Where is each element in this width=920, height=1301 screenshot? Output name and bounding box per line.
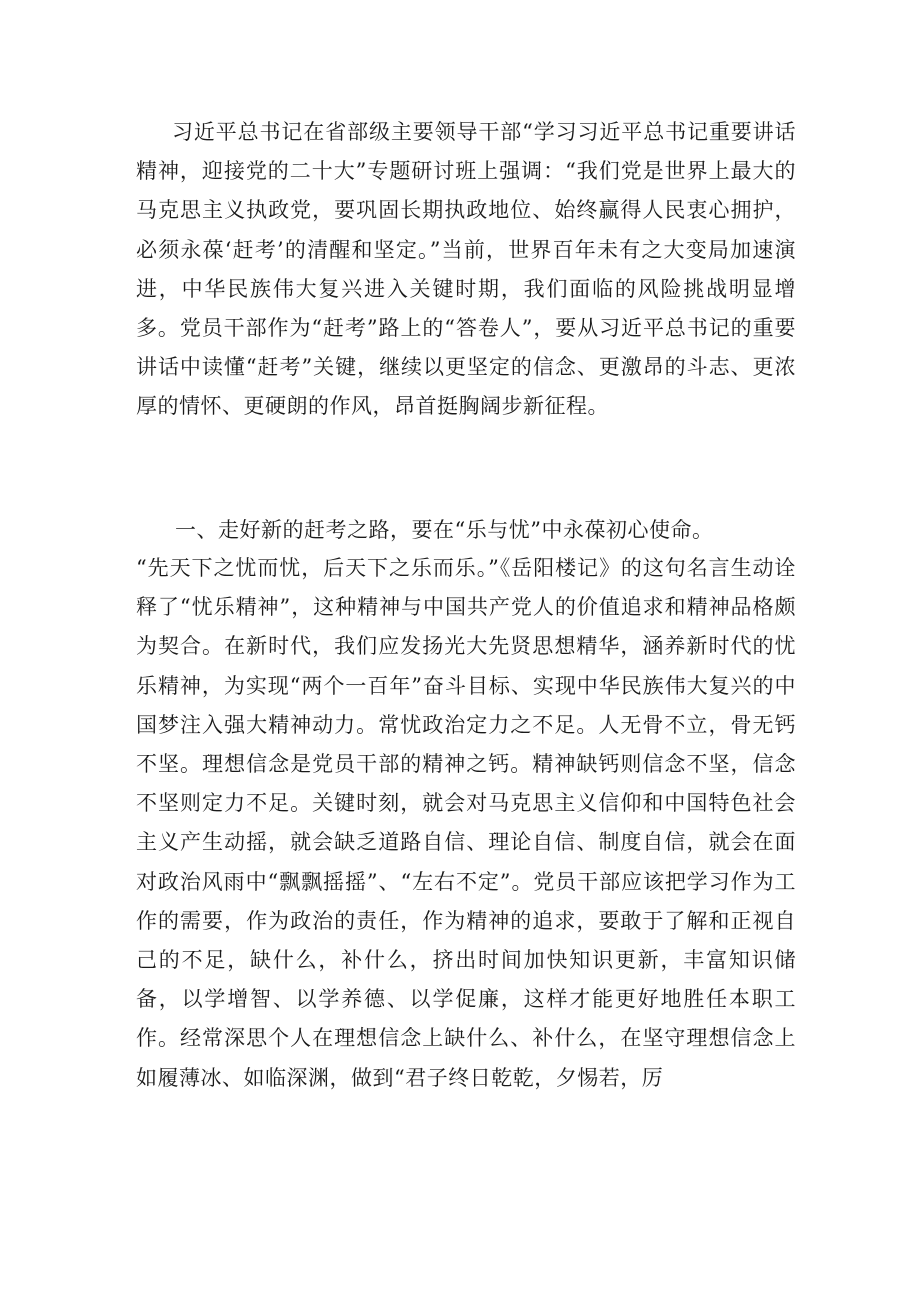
intro-paragraph: 习近平总书记在省部级主要领导干部“学习习近平总书记重要讲话精神，迎接党的二十大”专题研讨班上强调：“我们党是世界上最大的马克思主义执政党，要巩固长期执政地位、始终赢得人民衷心拥护，必须永葆‘赶考’的清醒和坚定。”当前，世界百年未有之大变局加速演进，中华民族伟大复兴进入关键时期，我们面临的风险挑战明显增多。党员干部作为“赶考”路上的“答卷人”，要从习近平总书记的重要讲话中读懂“赶考”关键，继续以更坚定的信念、更激昂的斗志、更浓厚的情怀、更硬朗的作风，昂首挺胸阔步新征程。 (136, 120, 796, 419)
section-paragraph: “先天下之忧而忧，后天下之乐而乐。”《岳阳楼记》的这句名言生动诠释了“忧乐精神”，这种精神与中国共产党人的价值追求和精神品格颇为契合。在新时代，我们应发扬光大先贤思想精华，涵养新时代的忧乐精神，为实现“两个一百年”奋斗目标、实现中华民族伟大复兴的中国梦注入强大精神动力。常忧政治定力之不足。人无骨不立，骨无钙不坚。理想信念是党员干部的精神之钙。精神缺钙则信念不坚，信念不坚则定力不足。关键时刻，就会对马克思主义信仰和中国特色社会主义产生动摇，就会缺乏道路自信、理论自信、制度自信，就会在面对政治风雨中“飘飘摇摇”、“左右不定”。党员干部应该把学习作为工作的需要，作为政治的责任，作为精神的追求，要敢于了解和正视自己的不足，缺什么，补什么，挤出时间加快知识更新，丰富知识储备，以学增智、以学养德、以学促廉，这样才能更好地胜任本职工作。经常深思个人在理想信念上缺什么、补什么，在坚守理想信念上如履薄冰、如临深渊，做到“君子终日乾乾，夕惕若，厉 (136, 556, 796, 1090)
section-heading: 一、走好新的赶考之路，要在“乐与忧”中永葆初心使命。 (175, 518, 714, 542)
